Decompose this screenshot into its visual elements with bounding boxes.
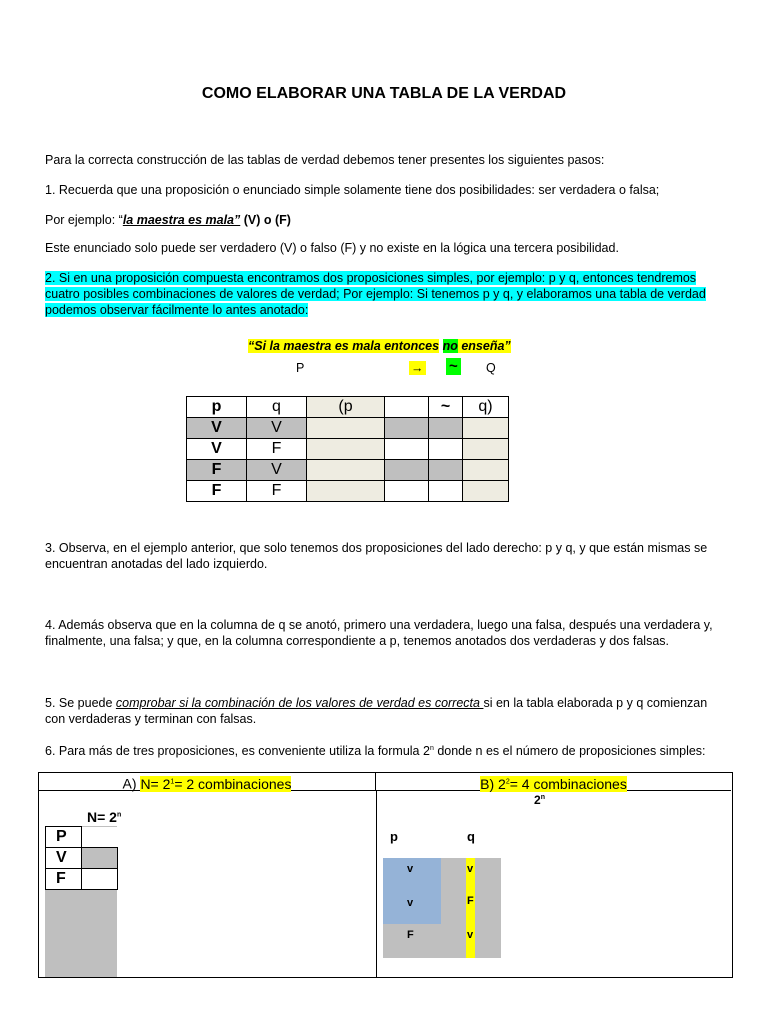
- step-3-line-1: 3. Observa, en el ejemplo anterior, que solo tenemos dos proposiciones del lado derecho: p y q, y que están mismas se: [45, 541, 708, 555]
- b-q-cell: F: [467, 895, 474, 907]
- cell-p: V: [187, 439, 247, 460]
- symbol-tilde: ~: [446, 358, 461, 375]
- cell: [463, 481, 509, 502]
- step-2-line-1: 2. Si en una proposición compuesta encontramos dos proposiciones simples, por ejemplo: p y q, entonces tendremos: [45, 271, 697, 285]
- truth-table: [186, 396, 509, 502]
- page-title: COMO ELABORAR UNA TABLA DE LA VERDAD: [201, 85, 567, 102]
- step-4-line-2: finalmente, una falsa; y que, en la columna correspondiente a p, tenemos anotados dos verdaderas y dos falsas.: [45, 634, 669, 648]
- box-divider: [376, 791, 377, 977]
- b-label-p: p: [390, 829, 398, 844]
- step-6-suffix: donde n es el número de proposiciones simples:: [433, 744, 706, 759]
- b-p-cell: v: [407, 897, 414, 909]
- cell: [463, 460, 509, 481]
- header-open-p: (p: [307, 397, 385, 418]
- header-b-sup: 2: [505, 778, 510, 785]
- cell: [429, 418, 463, 439]
- table-row: [46, 848, 118, 869]
- cell: [307, 481, 385, 502]
- step-2: [45, 270, 735, 318]
- header-a: [39, 773, 376, 791]
- cell: [385, 481, 429, 502]
- formula-n: [87, 809, 121, 825]
- mini-table-a: [45, 826, 118, 890]
- cell: [463, 439, 509, 460]
- header-a-rest: = 2 combinaciones: [174, 775, 292, 792]
- table-row: [46, 869, 118, 890]
- quote-sentence: [248, 339, 511, 353]
- b-two-power: [534, 793, 545, 807]
- header-close-q: q): [463, 397, 509, 418]
- cell: [463, 418, 509, 439]
- step-5-underlined: comprobar si la combinación de los valores de verdad es correcta: [115, 696, 484, 710]
- cell: [307, 460, 385, 481]
- example-sentence: la maestra es mala”: [122, 213, 241, 227]
- header-tilde: ~: [429, 397, 463, 418]
- symbol-arrow: →: [411, 361, 424, 375]
- cell: [385, 460, 429, 481]
- table-row: [187, 481, 509, 502]
- cell: [429, 481, 463, 502]
- b-p-cell: F: [407, 929, 414, 941]
- b-p-cell: v: [407, 863, 414, 875]
- cell-label: P: [46, 827, 82, 848]
- header-a-formula-text: N= 2: [140, 775, 171, 792]
- step-5: [45, 695, 735, 727]
- step-1b: Este enunciado solo puede ser verdadero (V) o falso (F) y no existe en la lógica una tercera posibilidad.: [45, 241, 619, 255]
- header-b-rest: = 4 combinaciones: [509, 775, 627, 792]
- combinations-box: [38, 772, 733, 978]
- header-connective: [385, 397, 429, 418]
- cell-q: V: [247, 418, 307, 439]
- cell-p: F: [187, 460, 247, 481]
- b-two-text: 2: [534, 793, 541, 807]
- formula-n-sup: n: [116, 811, 122, 819]
- header-b-label: B) 2: [480, 775, 506, 792]
- step-1: 1. Recuerda que una proposición o enunciado simple solamente tiene dos posibilidades: ser verdadera o falsa;: [45, 183, 660, 197]
- symbol-q: Q: [486, 361, 496, 375]
- b-two-sup: n: [540, 794, 545, 801]
- cell-q: F: [247, 439, 307, 460]
- header-a-sup: 1: [170, 778, 175, 785]
- cell-q: V: [247, 460, 307, 481]
- table-row: [187, 460, 509, 481]
- intro-text: Para la correcta construcción de las tablas de verdad debemos tener presentes los siguientes pasos:: [45, 153, 605, 167]
- header-a-formula: [140, 776, 291, 792]
- step-6: [45, 741, 735, 759]
- step-4-line-1: 4. Además observa que en la columna de q se anotó, primero una verdadera, luego una falsa, después una verdadera y,: [45, 618, 713, 632]
- table-row: [187, 418, 509, 439]
- cell-p: V: [187, 418, 247, 439]
- cell-p: F: [187, 481, 247, 502]
- cell-label: F: [46, 869, 82, 890]
- step-3-line-2: encuentran anotadas del lado izquierdo.: [45, 557, 268, 571]
- cell: [385, 439, 429, 460]
- step-6-sup: n: [429, 745, 434, 752]
- header-a-label: A): [122, 775, 141, 792]
- b-q-cell: v: [467, 863, 474, 875]
- example-prefix: Por ejemplo: “: [45, 213, 123, 227]
- b-q-cell: v: [467, 929, 474, 941]
- step-5-prefix: 5. Se puede: [45, 696, 116, 710]
- table-row: [187, 439, 509, 460]
- step-4: [45, 617, 735, 649]
- cell: [307, 418, 385, 439]
- step-5-suffix: si en la tabla elaborada p y q comienzan: [483, 696, 708, 710]
- step-3: [45, 540, 735, 572]
- quote-entonces: entonces: [384, 339, 440, 353]
- cell: [307, 439, 385, 460]
- header-p: p: [187, 397, 247, 418]
- cell: [82, 848, 118, 869]
- example-values: (V) o (F): [240, 213, 291, 227]
- formula-n-text: N= 2: [87, 809, 117, 825]
- quote-ensena: enseña”: [457, 339, 511, 353]
- cell-q: F: [247, 481, 307, 502]
- header-b: [376, 773, 731, 791]
- table-row: [46, 827, 118, 848]
- cell: [82, 869, 118, 890]
- b-label-q: q: [467, 829, 475, 844]
- cell: [429, 460, 463, 481]
- table-row: [187, 397, 509, 418]
- quote-open: “Si la maestra es mala: [248, 339, 385, 353]
- step-2-line-2: cuatro posibles combinaciones de valores de verdad; Por ejemplo: Si tenemos p y q, y elaboramos una tabla de verdad: [45, 287, 706, 301]
- step-2-line-3: podemos observar fácilmente lo antes anotado:: [45, 303, 309, 317]
- symbol-p: P: [296, 361, 305, 375]
- cell: [82, 827, 118, 848]
- cell: [385, 418, 429, 439]
- header-q: q: [247, 397, 307, 418]
- example-line: [45, 212, 735, 228]
- cell: [429, 439, 463, 460]
- step-6-prefix: 6. Para más de tres proposiciones, es conveniente utiliza la formula 2: [45, 744, 430, 759]
- header-b-formula: [480, 776, 627, 792]
- cell-label: V: [46, 848, 82, 869]
- quote-no: no: [442, 339, 458, 353]
- step-5-line-2: con verdaderas y terminan con falsas.: [45, 712, 257, 726]
